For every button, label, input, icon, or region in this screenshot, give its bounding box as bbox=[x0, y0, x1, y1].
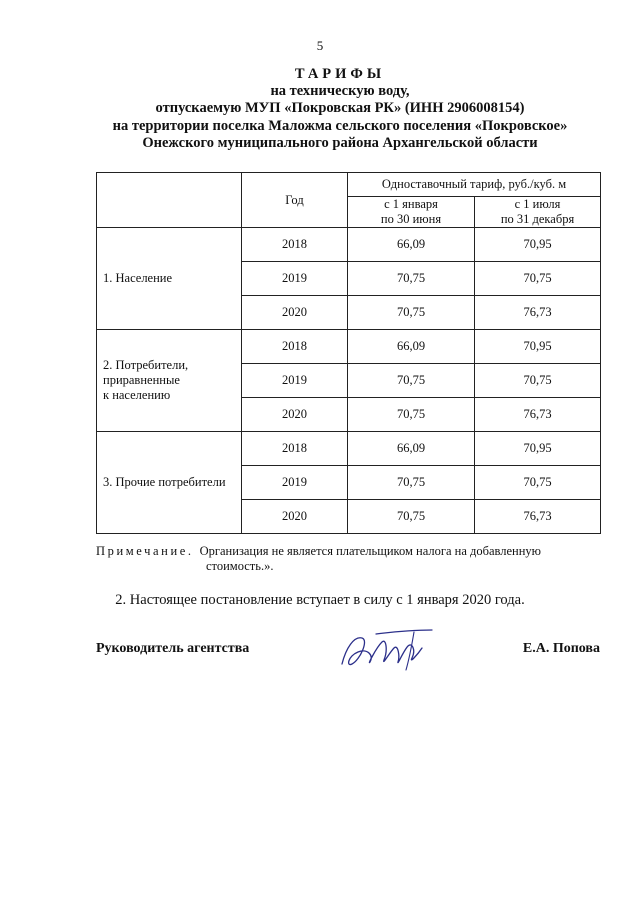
title-main: ТАРИФЫ bbox=[294, 66, 386, 82]
tariff-h2-cell: 70,95 bbox=[475, 330, 601, 364]
table-row bbox=[97, 330, 601, 364]
tariff-h1-cell: 66,09 bbox=[348, 432, 475, 466]
title-line-3: отпускаемую МУП «Покровская РК» (ИНН 2906008154) bbox=[155, 100, 525, 117]
tariff-h1-cell: 70,75 bbox=[348, 296, 475, 330]
note-label: Примечание. bbox=[96, 544, 194, 558]
tariff-h1-cell: 70,75 bbox=[348, 500, 475, 534]
year-cell: 2020 bbox=[242, 398, 348, 432]
title-line-5: Онежского муниципального района Архангельской области bbox=[142, 134, 538, 151]
category-label-line: 2. Потребители, bbox=[103, 358, 189, 372]
category-label-line: к населению bbox=[103, 388, 171, 402]
header-period-1 bbox=[348, 197, 475, 228]
tariff-h2-cell: 70,95 bbox=[475, 228, 601, 262]
tariff-table-body bbox=[97, 173, 601, 534]
tariff-h2-cell: 70,95 bbox=[475, 432, 601, 466]
year-cell: 2018 bbox=[242, 330, 348, 364]
header-empty-cell bbox=[97, 173, 242, 228]
tariff-h2-cell: 76,73 bbox=[475, 500, 601, 534]
header-period-2-line-2: по 31 декабря bbox=[500, 212, 575, 226]
year-cell: 2020 bbox=[242, 500, 348, 534]
year-cell: 2019 bbox=[242, 466, 348, 500]
header-tariff: Одноставочный тариф, руб./куб. м bbox=[348, 173, 601, 197]
note-text: Организация не является плательщиком налога на добавленную bbox=[199, 544, 542, 558]
page-number: 5 bbox=[316, 38, 324, 53]
year-cell: 2018 bbox=[242, 432, 348, 466]
tariff-h1-cell: 70,75 bbox=[348, 364, 475, 398]
header-period-1-line-2: по 30 июня bbox=[380, 212, 442, 226]
tariff-h1-cell: 66,09 bbox=[348, 228, 475, 262]
tariff-h2-cell: 76,73 bbox=[475, 296, 601, 330]
document-title bbox=[60, 66, 620, 152]
signer-name: Е.А. Попова bbox=[522, 641, 600, 656]
handwritten-signature bbox=[336, 626, 436, 674]
category-label-line: 3. Прочие потребители bbox=[103, 475, 226, 489]
tariff-h1-cell: 70,75 bbox=[348, 466, 475, 500]
note bbox=[96, 544, 600, 574]
tariff-h2-cell: 70,75 bbox=[475, 364, 601, 398]
tariff-table bbox=[96, 172, 601, 534]
table-header-row bbox=[97, 173, 601, 197]
note-text-continued: стоимость.». bbox=[206, 559, 274, 573]
category-label-line: приравненные bbox=[103, 373, 180, 387]
title-line-2: на техническую воду, bbox=[270, 83, 410, 100]
header-year: Год bbox=[242, 173, 348, 228]
tariff-h1-cell: 70,75 bbox=[348, 398, 475, 432]
category-label-line: 1. Население bbox=[103, 271, 173, 285]
year-cell: 2020 bbox=[242, 296, 348, 330]
tariff-h1-cell: 66,09 bbox=[348, 330, 475, 364]
category-cell bbox=[97, 228, 242, 330]
tariff-h2-cell: 70,75 bbox=[475, 262, 601, 296]
header-period-1-line-1: с 1 января bbox=[384, 197, 438, 211]
category-cell bbox=[97, 330, 242, 432]
header-period-2 bbox=[475, 197, 601, 228]
table-row bbox=[97, 228, 601, 262]
signer-title: Руководитель агентства bbox=[96, 641, 250, 656]
year-cell: 2018 bbox=[242, 228, 348, 262]
tariff-h2-cell: 70,75 bbox=[475, 466, 601, 500]
year-cell: 2019 bbox=[242, 364, 348, 398]
title-line-4: на территории поселка Маложма сельского поселения «Покровское» bbox=[112, 117, 568, 134]
tariff-h2-cell: 76,73 bbox=[475, 398, 601, 432]
header-period-2-line-1: с 1 июля bbox=[514, 197, 561, 211]
decree-text: 2. Настоящее постановление вступает в силу с 1 января 2020 года. bbox=[115, 592, 525, 608]
category-cell bbox=[97, 432, 242, 534]
tariff-h1-cell: 70,75 bbox=[348, 262, 475, 296]
table-row bbox=[97, 432, 601, 466]
year-cell: 2019 bbox=[242, 262, 348, 296]
